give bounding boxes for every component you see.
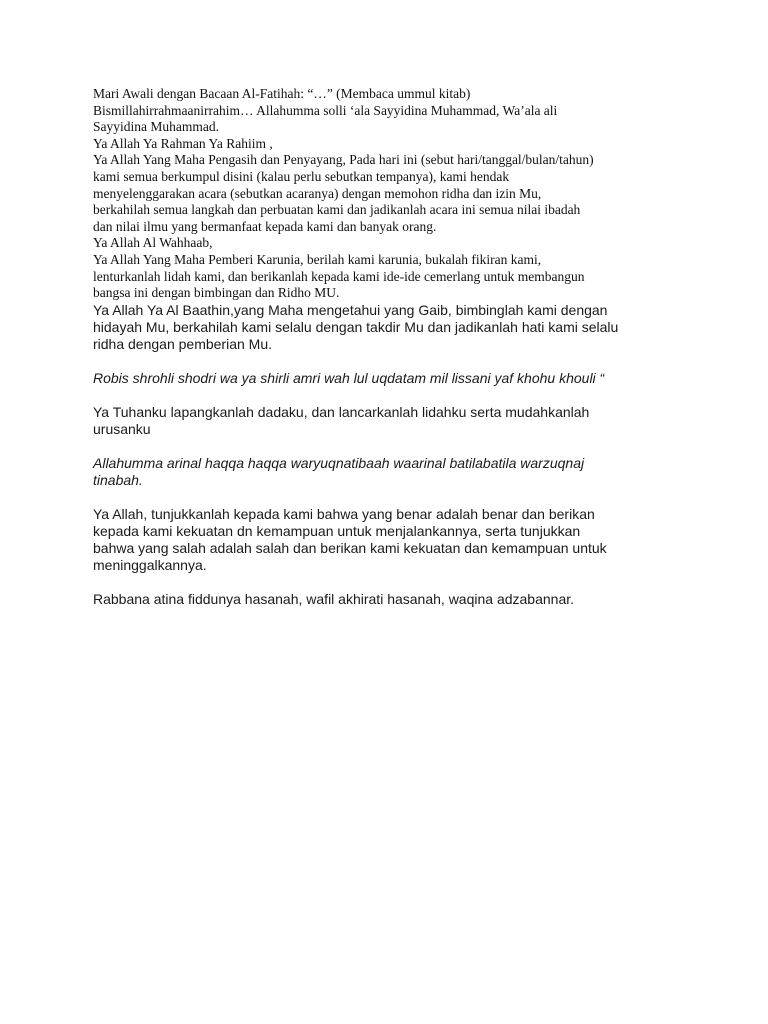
document-page bbox=[93, 86, 685, 608]
text-line: kepada kami kekuatan dn kemampuan untuk menjalankannya, serta tunjukkan bbox=[93, 522, 581, 539]
serif-section bbox=[93, 86, 685, 302]
sans-section bbox=[93, 302, 685, 608]
paragraph-ya-allah-tunjukkanlah bbox=[93, 506, 685, 574]
text-line: lenturkanlah lidah kami, dan berikanlah kepada kami ide-ide cemerlang untuk membangun bbox=[93, 268, 585, 284]
text-line: Allahumma arinal haqqa haqqa waryuqnatibaah waarinal batilabatila warzuqnaj bbox=[93, 454, 585, 471]
paragraph-robis-shrohli bbox=[93, 370, 685, 387]
text-line: dan nilai ilmu yang bermanfaat kepada kami dan banyak orang. bbox=[93, 218, 437, 234]
text-line: Ya Tuhanku lapangkanlah dadaku, dan lancarkanlah lidahku serta mudahkanlah bbox=[93, 403, 590, 420]
text-line: meninggalkannya. bbox=[93, 556, 207, 573]
paragraph-rabbana-atina bbox=[93, 591, 685, 608]
text-line: Ya Allah Al Wahhaab, bbox=[93, 235, 213, 251]
text-line: Ya Allah Yang Maha Pemberi Karunia, berilah kami karunia, bukalah fikiran kami, bbox=[93, 251, 542, 267]
paragraph-allahumma-arinal bbox=[93, 455, 685, 489]
text-line: Rabbana atina fiddunya hasanah, wafil akhirati hasanah, waqina adzabannar. bbox=[93, 590, 575, 607]
text-line: kami semua berkumpul disini (kalau perlu sebutkan tempanya), kami hendak bbox=[93, 168, 510, 184]
text-line: hidayah Mu, berkahilah kami selalu dengan takdir Mu dan jadikanlah hati kami selalu bbox=[93, 318, 619, 335]
text-line: ridha dengan pemberian Mu. bbox=[93, 335, 273, 352]
text-line: tinabah. bbox=[93, 471, 143, 488]
text-line: Ya Allah Ya Rahman Ya Rahiim , bbox=[93, 135, 273, 151]
paragraph-ya-tuhanku bbox=[93, 404, 685, 438]
text-line: Mari Awali dengan Bacaan Al-Fatihah: “…” (Membaca ummul kitab) bbox=[93, 86, 471, 101]
text-line: Robis shrohli shodri wa ya shirli amri wah lul uqdatam mil lissani yaf khohu khouli “ bbox=[93, 369, 605, 386]
text-line: urusanku bbox=[93, 420, 151, 437]
text-line: Sayyidina Muhammad. bbox=[93, 119, 219, 135]
text-line: Ya Allah Yang Maha Pengasih dan Penyayang, Pada hari ini (sebut hari/tanggal/bulan/tahun) bbox=[93, 152, 594, 168]
text-line: bahwa yang salah adalah salah dan berikan kami kekuatan dan kemampuan untuk bbox=[93, 539, 607, 556]
text-line: Bismillahirrahmaanirrahim… Allahumma solli ‘ala Sayyidina Muhammad, Wa’ala ali bbox=[93, 102, 558, 118]
text-line: berkahilah semua langkah dan perbuatan kami dan jadikanlah acara ini semua nilai ibadah bbox=[93, 202, 581, 218]
text-line: Ya Allah, tunjukkanlah kepada kami bahwa yang benar adalah benar dan berikan bbox=[93, 505, 595, 522]
text-line: menyelenggarakan acara (sebutkan acaranya) dengan memohon ridha dan izin Mu, bbox=[93, 185, 542, 201]
text-line: bangsa ini dengan bimbingan dan Ridho MU. bbox=[93, 285, 340, 301]
text-line: Ya Allah Ya Al Baathin,yang Maha mengetahui yang Gaib, bimbinglah kami dengan bbox=[93, 301, 608, 318]
paragraph-al-baathin bbox=[93, 302, 685, 353]
